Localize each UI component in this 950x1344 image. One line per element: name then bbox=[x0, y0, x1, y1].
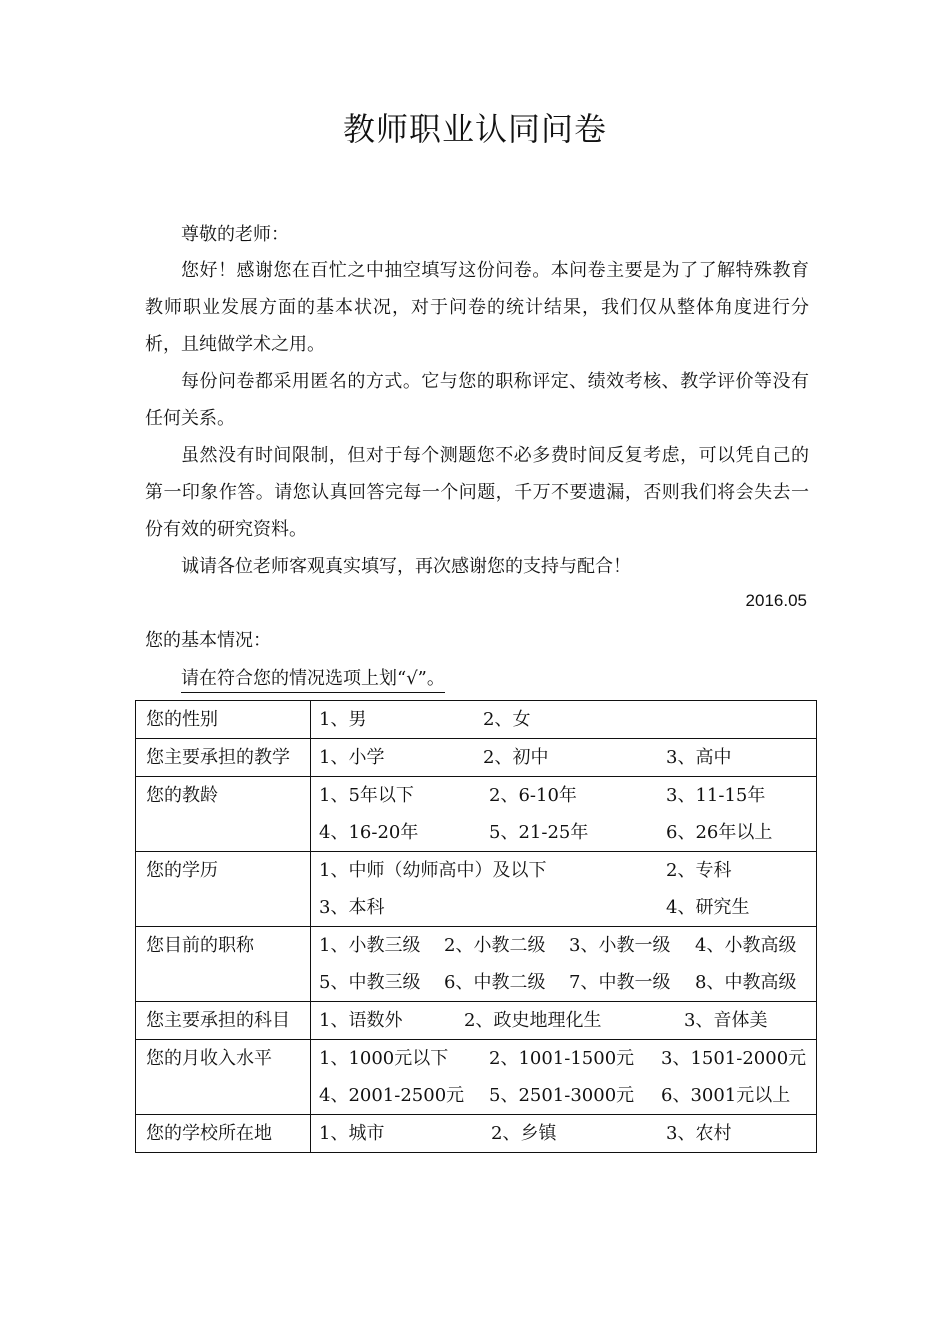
option-choice[interactable]: 5、中教三级 bbox=[319, 972, 421, 993]
option-choice[interactable]: 1、中师（幼师高中）及以下 bbox=[319, 860, 547, 881]
table-row bbox=[136, 739, 817, 777]
option-line bbox=[319, 1002, 816, 1039]
intro-paragraph-3: 虽然没有时间限制，但对于每个测题您不必多费时间反复考虑，可以凭自己的第一印象作答。请您认真回答完每一个问题，千万不要遗漏，否则我们将会失去一份有效的研究资料。 bbox=[145, 445, 809, 540]
option-line bbox=[319, 1040, 816, 1077]
basic-info-heading: 您的基本情况： bbox=[145, 630, 271, 651]
table-row bbox=[136, 1002, 817, 1040]
option-line bbox=[319, 927, 816, 964]
option-choice[interactable]: 2、1001-1500元 bbox=[489, 1048, 635, 1069]
option-choice[interactable]: 2、乡镇 bbox=[491, 1123, 557, 1144]
option-choice[interactable]: 2、小教二级 bbox=[444, 935, 546, 956]
option-choice[interactable]: 3、农村 bbox=[666, 1123, 732, 1144]
row-options bbox=[311, 1002, 817, 1040]
table-row bbox=[136, 701, 817, 739]
option-choice[interactable]: 4、2001-2500元 bbox=[319, 1085, 465, 1106]
option-choice[interactable]: 6、26年以上 bbox=[666, 822, 773, 843]
option-choice[interactable]: 3、1501-2000元 bbox=[661, 1048, 807, 1069]
option-choice[interactable]: 6、中教二级 bbox=[444, 972, 546, 993]
option-choice[interactable]: 2、初中 bbox=[483, 747, 549, 768]
table-row bbox=[136, 927, 817, 1002]
option-choice[interactable]: 1、小学 bbox=[319, 747, 385, 768]
option-choice[interactable]: 3、高中 bbox=[666, 747, 732, 768]
salutation: 尊敬的老师： bbox=[181, 224, 289, 245]
row-options bbox=[311, 701, 817, 739]
page-title: 教师职业认同问卷 bbox=[342, 110, 607, 148]
option-choice[interactable]: 3、小教一级 bbox=[569, 935, 671, 956]
row-options bbox=[311, 1040, 817, 1115]
row-label: 您主要承担的教学 bbox=[136, 739, 311, 777]
option-choice[interactable]: 3、本科 bbox=[319, 897, 385, 918]
option-choice[interactable]: 3、11-15年 bbox=[666, 785, 766, 806]
option-line bbox=[319, 777, 816, 814]
option-line bbox=[319, 964, 816, 1001]
row-options bbox=[311, 1115, 817, 1153]
option-choice[interactable]: 1、男 bbox=[319, 709, 367, 730]
option-choice[interactable]: 1、小教三级 bbox=[319, 935, 421, 956]
option-choice[interactable]: 6、3001元以上 bbox=[661, 1085, 791, 1106]
option-choice[interactable]: 4、16-20年 bbox=[319, 822, 419, 843]
table-row bbox=[136, 852, 817, 927]
option-line bbox=[319, 739, 816, 776]
row-label: 您目前的职称 bbox=[136, 927, 311, 1002]
option-choice[interactable]: 1、城市 bbox=[319, 1123, 385, 1144]
intro-paragraph-2: 每份问卷都采用匿名的方式。它与您的职称评定、绩效考核、教学评价等没有任何关系。 bbox=[145, 371, 809, 429]
option-choice[interactable]: 2、专科 bbox=[666, 860, 732, 881]
option-choice[interactable]: 5、2501-3000元 bbox=[489, 1085, 635, 1106]
row-options bbox=[311, 739, 817, 777]
option-line bbox=[319, 814, 816, 851]
table-row bbox=[136, 1115, 817, 1153]
basic-info-table bbox=[135, 700, 817, 1153]
row-options bbox=[311, 777, 817, 852]
option-choice[interactable]: 1、5年以下 bbox=[319, 785, 414, 806]
option-choice[interactable]: 3、音体美 bbox=[684, 1010, 768, 1031]
intro-paragraph-4: 诚请各位老师客观真实填写，再次感谢您的支持与配合！ bbox=[181, 556, 631, 577]
row-label: 您的教龄 bbox=[136, 777, 311, 852]
row-options bbox=[311, 927, 817, 1002]
intro-paragraph-1: 您好！感谢您在百忙之中抽空填写这份问卷。本问卷主要是为了了解特殊教育教师职业发展方面的基本状况，对于问卷的统计结果，我们仅从整体角度进行分析，且纯做学术之用。 bbox=[145, 260, 809, 355]
row-label: 您的学历 bbox=[136, 852, 311, 927]
option-choice[interactable]: 4、研究生 bbox=[666, 897, 750, 918]
option-choice[interactable]: 2、6-10年 bbox=[489, 785, 577, 806]
option-choice[interactable]: 2、政史地理化生 bbox=[464, 1010, 602, 1031]
option-choice[interactable]: 4、小教高级 bbox=[695, 935, 797, 956]
option-line bbox=[319, 701, 816, 738]
row-label: 您的月收入水平 bbox=[136, 1040, 311, 1115]
option-choice[interactable]: 1、1000元以下 bbox=[319, 1048, 449, 1069]
option-choice[interactable]: 8、中教高级 bbox=[695, 972, 797, 993]
survey-date: 2016.05 bbox=[745, 591, 807, 610]
option-line bbox=[319, 852, 816, 889]
option-line bbox=[319, 1077, 816, 1114]
option-line bbox=[319, 1115, 816, 1152]
option-choice[interactable]: 1、语数外 bbox=[319, 1010, 403, 1031]
option-choice[interactable]: 7、中教一级 bbox=[569, 972, 671, 993]
instruction-text: 请在符合您的情况选项上划“√”。 bbox=[181, 664, 445, 693]
row-label: 您主要承担的科目 bbox=[136, 1002, 311, 1040]
row-label: 您的学校所在地 bbox=[136, 1115, 311, 1153]
table-row bbox=[136, 1040, 817, 1115]
row-label: 您的性别 bbox=[136, 701, 311, 739]
option-choice[interactable]: 2、女 bbox=[483, 709, 531, 730]
option-choice[interactable]: 5、21-25年 bbox=[489, 822, 589, 843]
row-options bbox=[311, 852, 817, 927]
table-row bbox=[136, 777, 817, 852]
option-line bbox=[319, 889, 816, 926]
